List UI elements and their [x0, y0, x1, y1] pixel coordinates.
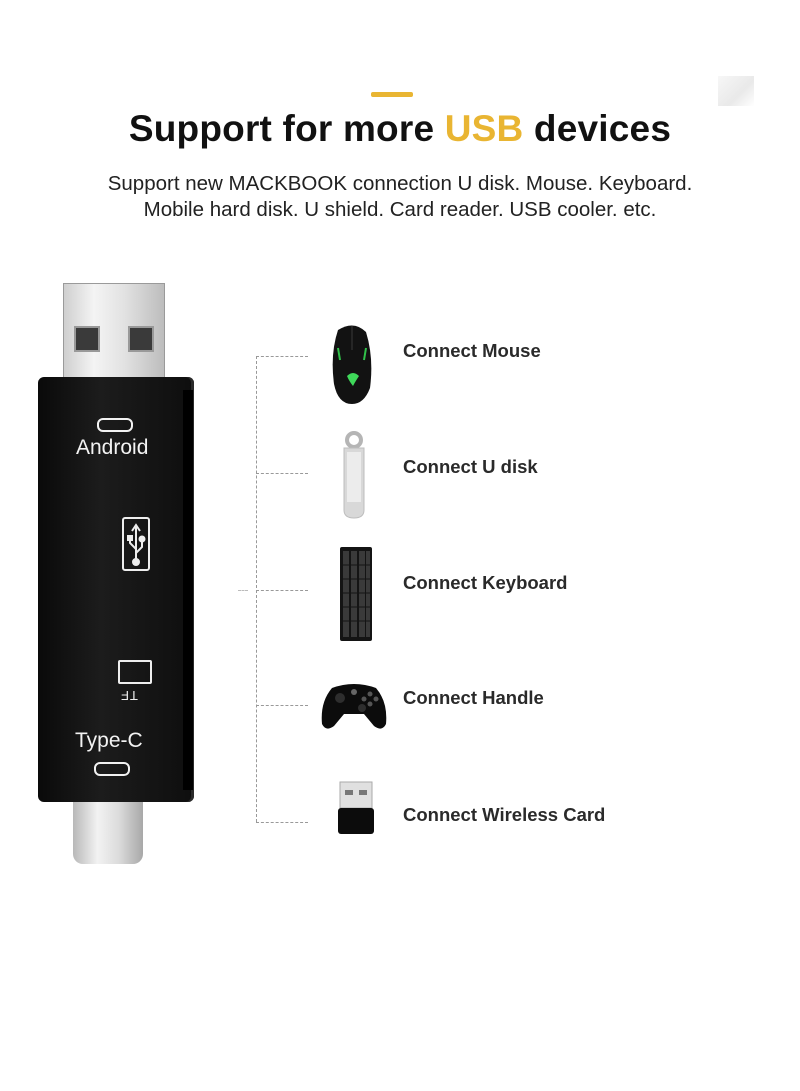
keyboard-icon	[318, 545, 390, 635]
usb-a-hole-left	[74, 326, 100, 352]
subtitle-line-1: Support new MACKBOOK connection U disk. Mouse. Keyboard.	[107, 172, 693, 195]
tf-label: TF	[120, 688, 138, 703]
typec-port-icon	[94, 762, 130, 776]
title-highlight: USB	[444, 108, 524, 149]
connector-branch-2	[256, 473, 308, 474]
connector-stub	[238, 590, 248, 591]
connector-trunk	[256, 356, 257, 822]
connector-branch-1	[256, 356, 308, 357]
android-port-icon	[97, 418, 133, 432]
wireless-adapter-icon	[318, 776, 390, 866]
usb-icon	[122, 517, 150, 571]
usb-a-hole-right	[128, 326, 154, 352]
usb-a-connector	[63, 283, 165, 382]
connector-branch-5	[256, 822, 308, 823]
page-title	[0, 108, 800, 150]
device-label-keyboard: Connect Keyboard	[403, 572, 568, 593]
typec-label: Type-C	[75, 729, 143, 752]
title-pre: Support for more	[128, 108, 445, 149]
corner-shade	[718, 76, 754, 106]
mouse-icon	[318, 318, 390, 408]
device-label-handle: Connect Handle	[403, 687, 544, 708]
usb-flash-drive-icon	[318, 428, 390, 518]
device-label-u-disk: Connect U disk	[403, 456, 538, 477]
subtitle-line-2: Mobile hard disk. U shield. Card reader. USB cooler. etc.	[143, 198, 657, 221]
connector-branch-4	[256, 705, 308, 706]
reader-side-edge	[183, 390, 193, 790]
connector-branch-3	[256, 590, 308, 591]
gamepad-icon	[318, 672, 390, 762]
sd-card-icon	[118, 660, 152, 684]
accent-bar	[371, 92, 413, 97]
title-post: devices	[523, 108, 672, 149]
android-label: Android	[76, 436, 149, 459]
device-label-mouse: Connect Mouse	[403, 340, 541, 361]
usb-c-connector	[73, 802, 143, 864]
device-label-wireless-card: Connect Wireless Card	[403, 804, 606, 825]
card-reader-product	[30, 280, 200, 870]
